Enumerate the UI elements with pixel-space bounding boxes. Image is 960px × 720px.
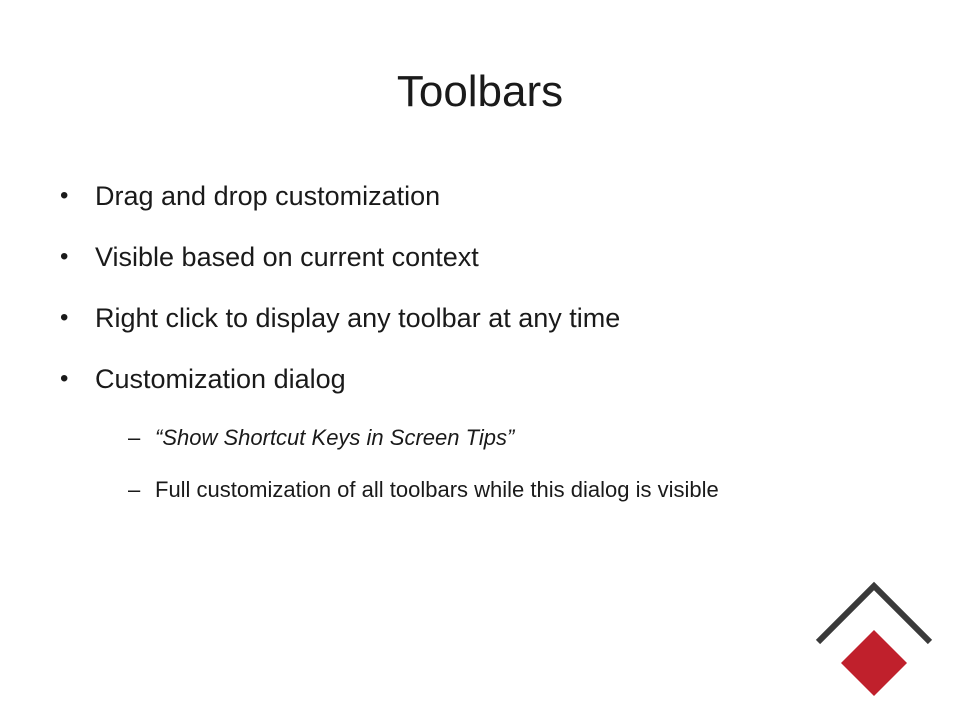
sub-bullet-item bbox=[128, 474, 898, 506]
bullet-item bbox=[60, 298, 900, 338]
bullet-text: Visible based on current context bbox=[95, 242, 479, 272]
sub-bullet-marker: – bbox=[128, 477, 141, 502]
sub-bullet-marker: – bbox=[128, 425, 141, 450]
sub-bullet-text: “Show Shortcut Keys in Screen Tips” bbox=[155, 425, 515, 450]
diamond-shape bbox=[841, 630, 907, 696]
bullet-text: Drag and drop customization bbox=[95, 181, 441, 211]
bullet-item bbox=[60, 176, 900, 216]
sub-bullet-item bbox=[128, 422, 898, 454]
bullet-marker: • bbox=[60, 243, 69, 270]
slide-title: Toolbars bbox=[396, 67, 564, 116]
sub-bullet-text: Full customization of all toolbars while this dialog is visible bbox=[155, 477, 719, 502]
bullet-marker: • bbox=[60, 182, 69, 209]
bullet-text: Right click to display any toolbar at any time bbox=[95, 303, 621, 333]
bullet-item bbox=[60, 359, 900, 399]
sub-bullet-list bbox=[128, 422, 898, 526]
bullet-item bbox=[60, 237, 900, 277]
bullet-marker: • bbox=[60, 304, 69, 331]
bullet-text: Customization dialog bbox=[95, 364, 346, 394]
bullet-marker: • bbox=[60, 365, 69, 392]
bullet-list bbox=[60, 176, 900, 420]
chevron-diamond-logo-icon bbox=[812, 578, 940, 702]
